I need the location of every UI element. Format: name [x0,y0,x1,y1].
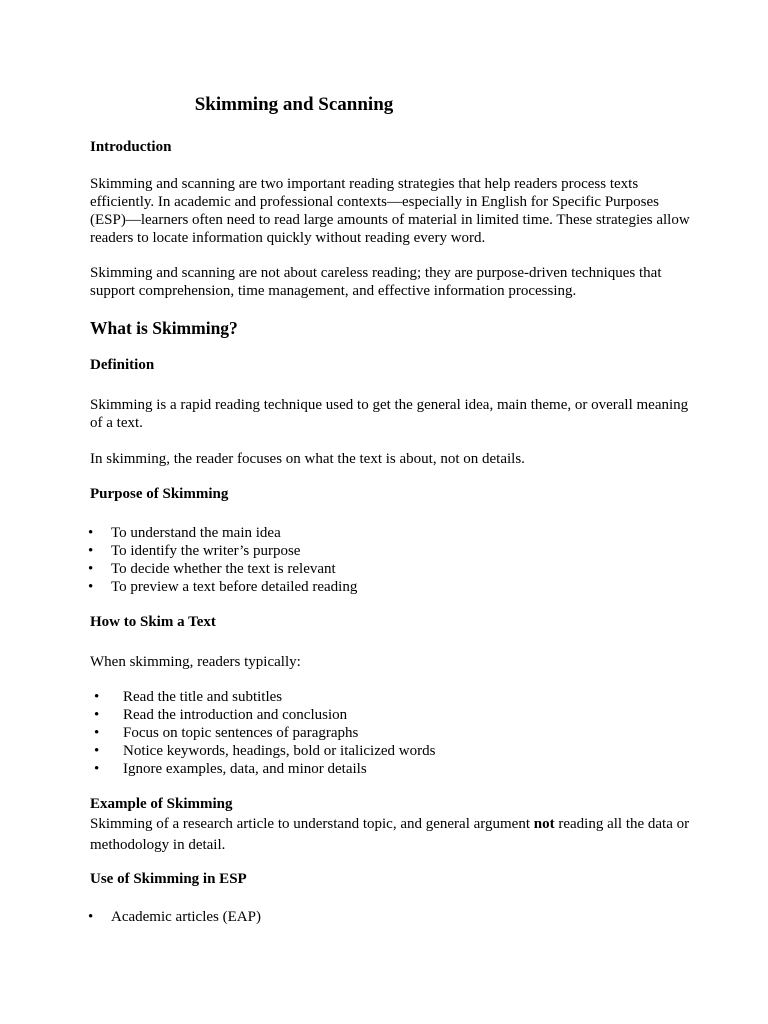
list-item: • To decide whether the text is relevant [88,561,336,577]
example-of-skimming-paragraph: Skimming of a research article to understand topic, and general argument not reading all the data or methodology in detail. [90,816,690,853]
what-is-skimming-heading: What is Skimming? [90,318,238,338]
bullet-icon: • [94,761,100,777]
bullet-icon: • [94,689,100,705]
document-title: Skimming and Scanning [194,94,394,115]
bullet-icon: • [88,579,94,595]
definition-heading: Definition [90,357,155,373]
how-to-skim-intro: When skimming, readers typically: [90,654,301,670]
purpose-of-skimming-heading: Purpose of Skimming [90,486,229,502]
bullet-icon: • [88,561,94,577]
list-item: • Read the title and subtitles [94,689,283,705]
list-item: • Focus on topic sentences of paragraphs [94,725,359,741]
introduction-paragraph-2: Skimming and scanning are not about careless reading; they are purpose-driven techniques that support comprehension, time management, and effective information processing. [90,265,662,299]
how-to-skim-heading: How to Skim a Text [90,614,216,630]
example-of-skimming-heading: Example of Skimming [90,796,233,812]
introduction-paragraph-1: Skimming and scanning are two important reading strategies that help readers process texts efficiently. In academic and professional contexts—especially in English for Specific Purposes (ESP)—learners often need to read large amounts of material in limited time. These strategies allow readers to locate information quickly without reading every word. [90,176,690,246]
bullet-icon: • [94,725,100,741]
list-item: • To preview a text before detailed reading [88,579,358,595]
emphasis-not: not [533,816,555,832]
use-of-skimming-in-esp-heading: Use of Skimming in ESP [90,871,247,887]
bullet-icon: • [88,909,94,925]
list-item: • To understand the main idea [88,525,281,541]
list-item: • Ignore examples, data, and minor details [94,761,367,777]
bullet-icon: • [88,525,94,541]
list-item: • Notice keywords, headings, bold or italicized words [94,743,436,759]
bullet-icon: • [94,707,100,723]
bullet-icon: • [94,743,100,759]
how-to-skim-list [94,688,435,778]
definition-paragraph-2: In skimming, the reader focuses on what the text is about, not on details. [90,451,525,467]
introduction-heading: Introduction [90,139,172,155]
esp-use-list [88,908,261,926]
bullet-icon: • [88,543,94,559]
definition-paragraph-1: Skimming is a rapid reading technique used to get the general idea, main theme, or overall meaning of a text. [90,397,689,431]
purpose-list [88,524,357,596]
list-item: • Academic articles (EAP) [88,909,261,925]
list-item: • To identify the writer’s purpose [88,543,301,559]
list-item: • Read the introduction and conclusion [94,707,348,723]
